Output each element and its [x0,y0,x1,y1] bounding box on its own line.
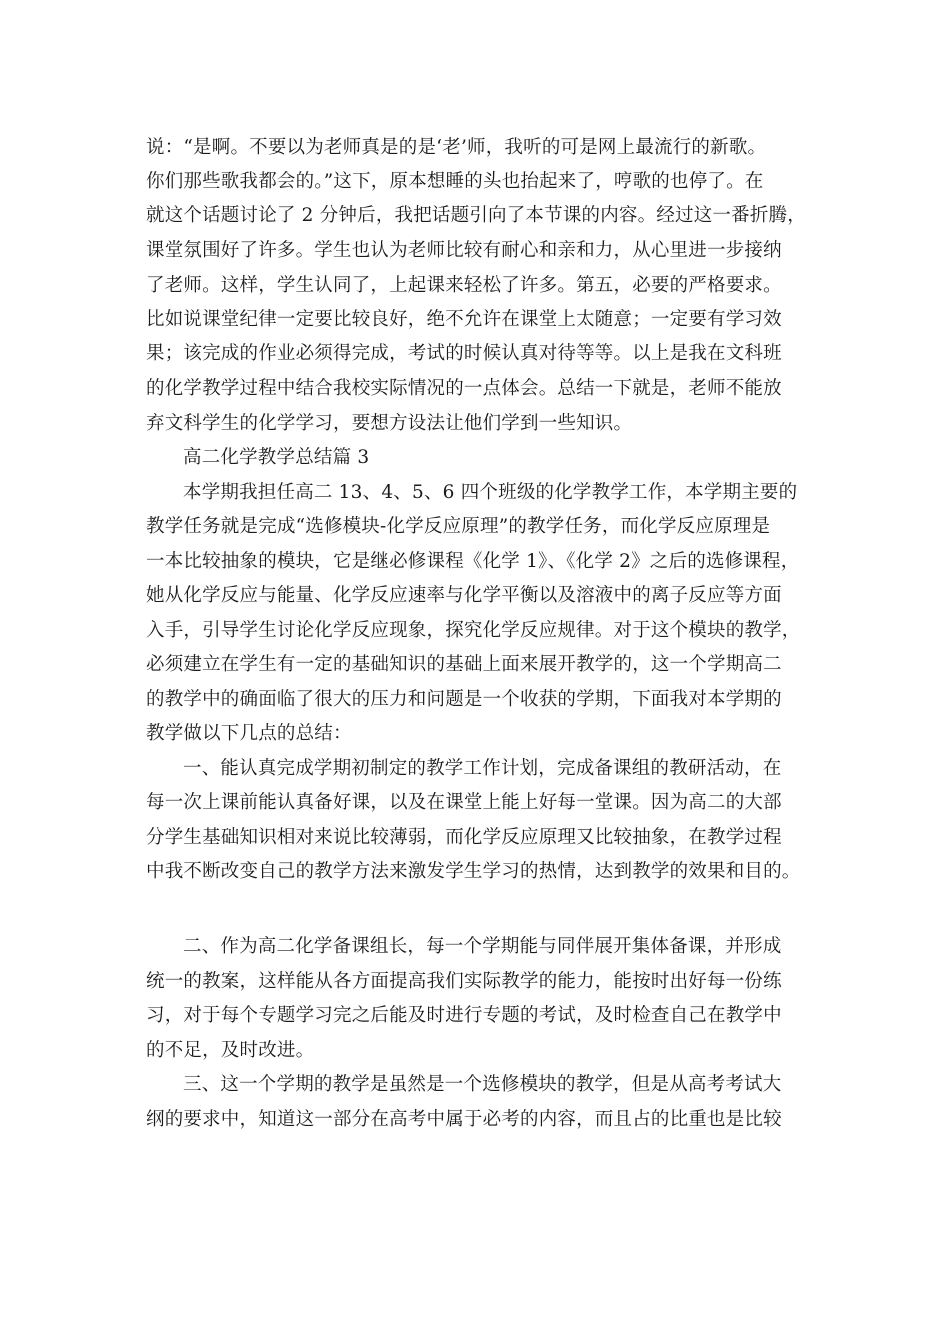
body-line: 一本比较抽象的模块，它是继必修课程《化学 1》、《化学 2》之后的选修课程， [146,551,800,572]
body-line: 弃文科学生的化学学习，要想方设法让他们学到一些知识。 [146,413,633,434]
body-line: 必须建立在学生有一定的基础知识的基础上面来展开教学的，这一个学期高二 [146,654,782,675]
body-line: 教学任务就是完成“选修模块-化学反应原理”的教学任务，而化学反应原理是 [146,516,771,537]
body-line: 比如说课堂纪律一定要比较良好，绝不允许在课堂上太随意；一定要有学习效 [146,309,782,330]
body-line: 教学做以下几点的总结： [146,723,352,744]
body-line: 统一的教案，这样能从各方面提高我们实际教学的能力，能按时出好每一份练 [146,971,782,992]
body-line: 中我不断改变自己的教学方法来激发学生学习的热情，达到教学的效果和目的。 [146,861,801,882]
section-heading: 高二化学教学总结篇 3 [183,447,370,468]
body-line: 的化学教学过程中结合我校实际情况的一点体会。总结一下就是，老师不能放 [146,378,782,399]
body-line: 习，对于每个专题学习完之后能及时进行专题的考试，及时检查自己在教学中 [146,1005,782,1026]
body-line: 了老师。这样，学生认同了，上起课来轻松了许多。第五，必要的严格要求。 [146,275,782,296]
body-line: 纲的要求中，知道这一部分在高考中属于必考的内容，而且占的比重也是比较 [146,1109,782,1130]
body-line: 说：“是啊。不要以为老师真是的是‘老’师，我听的可是网上最流行的新歌。 [146,137,767,158]
body-line: 本学期我担任高二 13、4、5、6 四个班级的化学教学工作，本学期主要的 [183,482,798,503]
body-line: 一、能认真完成学期初制定的教学工作计划，完成备课组的教研活动，在 [183,758,782,779]
body-line: 你们那些歌我都会的。”这下，原本想睡的头也抬起来了，哼歌的也停了。在 [146,171,764,192]
body-line: 每一次上课前能认真备好课，以及在课堂上能上好每一堂课。因为高二的大部 [146,792,782,813]
body-line: 果；该完成的作业必须得完成，考试的时候认真对待等等。以上是我在文科班 [146,343,782,364]
body-line: 课堂氛围好了许多。学生也认为老师比较有耐心和亲和力，从心里进一步接纳 [146,240,782,261]
body-line: 就这个话题讨论了 2 分钟后，我把话题引向了本节课的内容。经过这一番折腾， [146,205,806,226]
body-line: 的不足，及时改进。 [146,1040,315,1061]
body-line: 二、作为高二化学备课组长，每一个学期能与同伴展开集体备课，并形成 [183,936,782,957]
body-line: 三、这一个学期的教学是虽然是一个选修模块的教学，但是从高考考试大 [183,1074,782,1095]
body-line: 她从化学反应与能量、化学反应速率与化学平衡以及溶液中的离子反应等方面 [146,585,782,606]
body-line: 的教学中的确面临了很大的压力和问题是一个收获的学期，下面我对本学期的 [146,689,782,710]
body-line: 入手，引导学生讨论化学反应现象，探究化学反应规律。对于这个模块的教学， [146,620,801,641]
body-line: 分学生基础知识相对来说比较薄弱，而化学反应原理又比较抽象，在教学过程 [146,827,782,848]
